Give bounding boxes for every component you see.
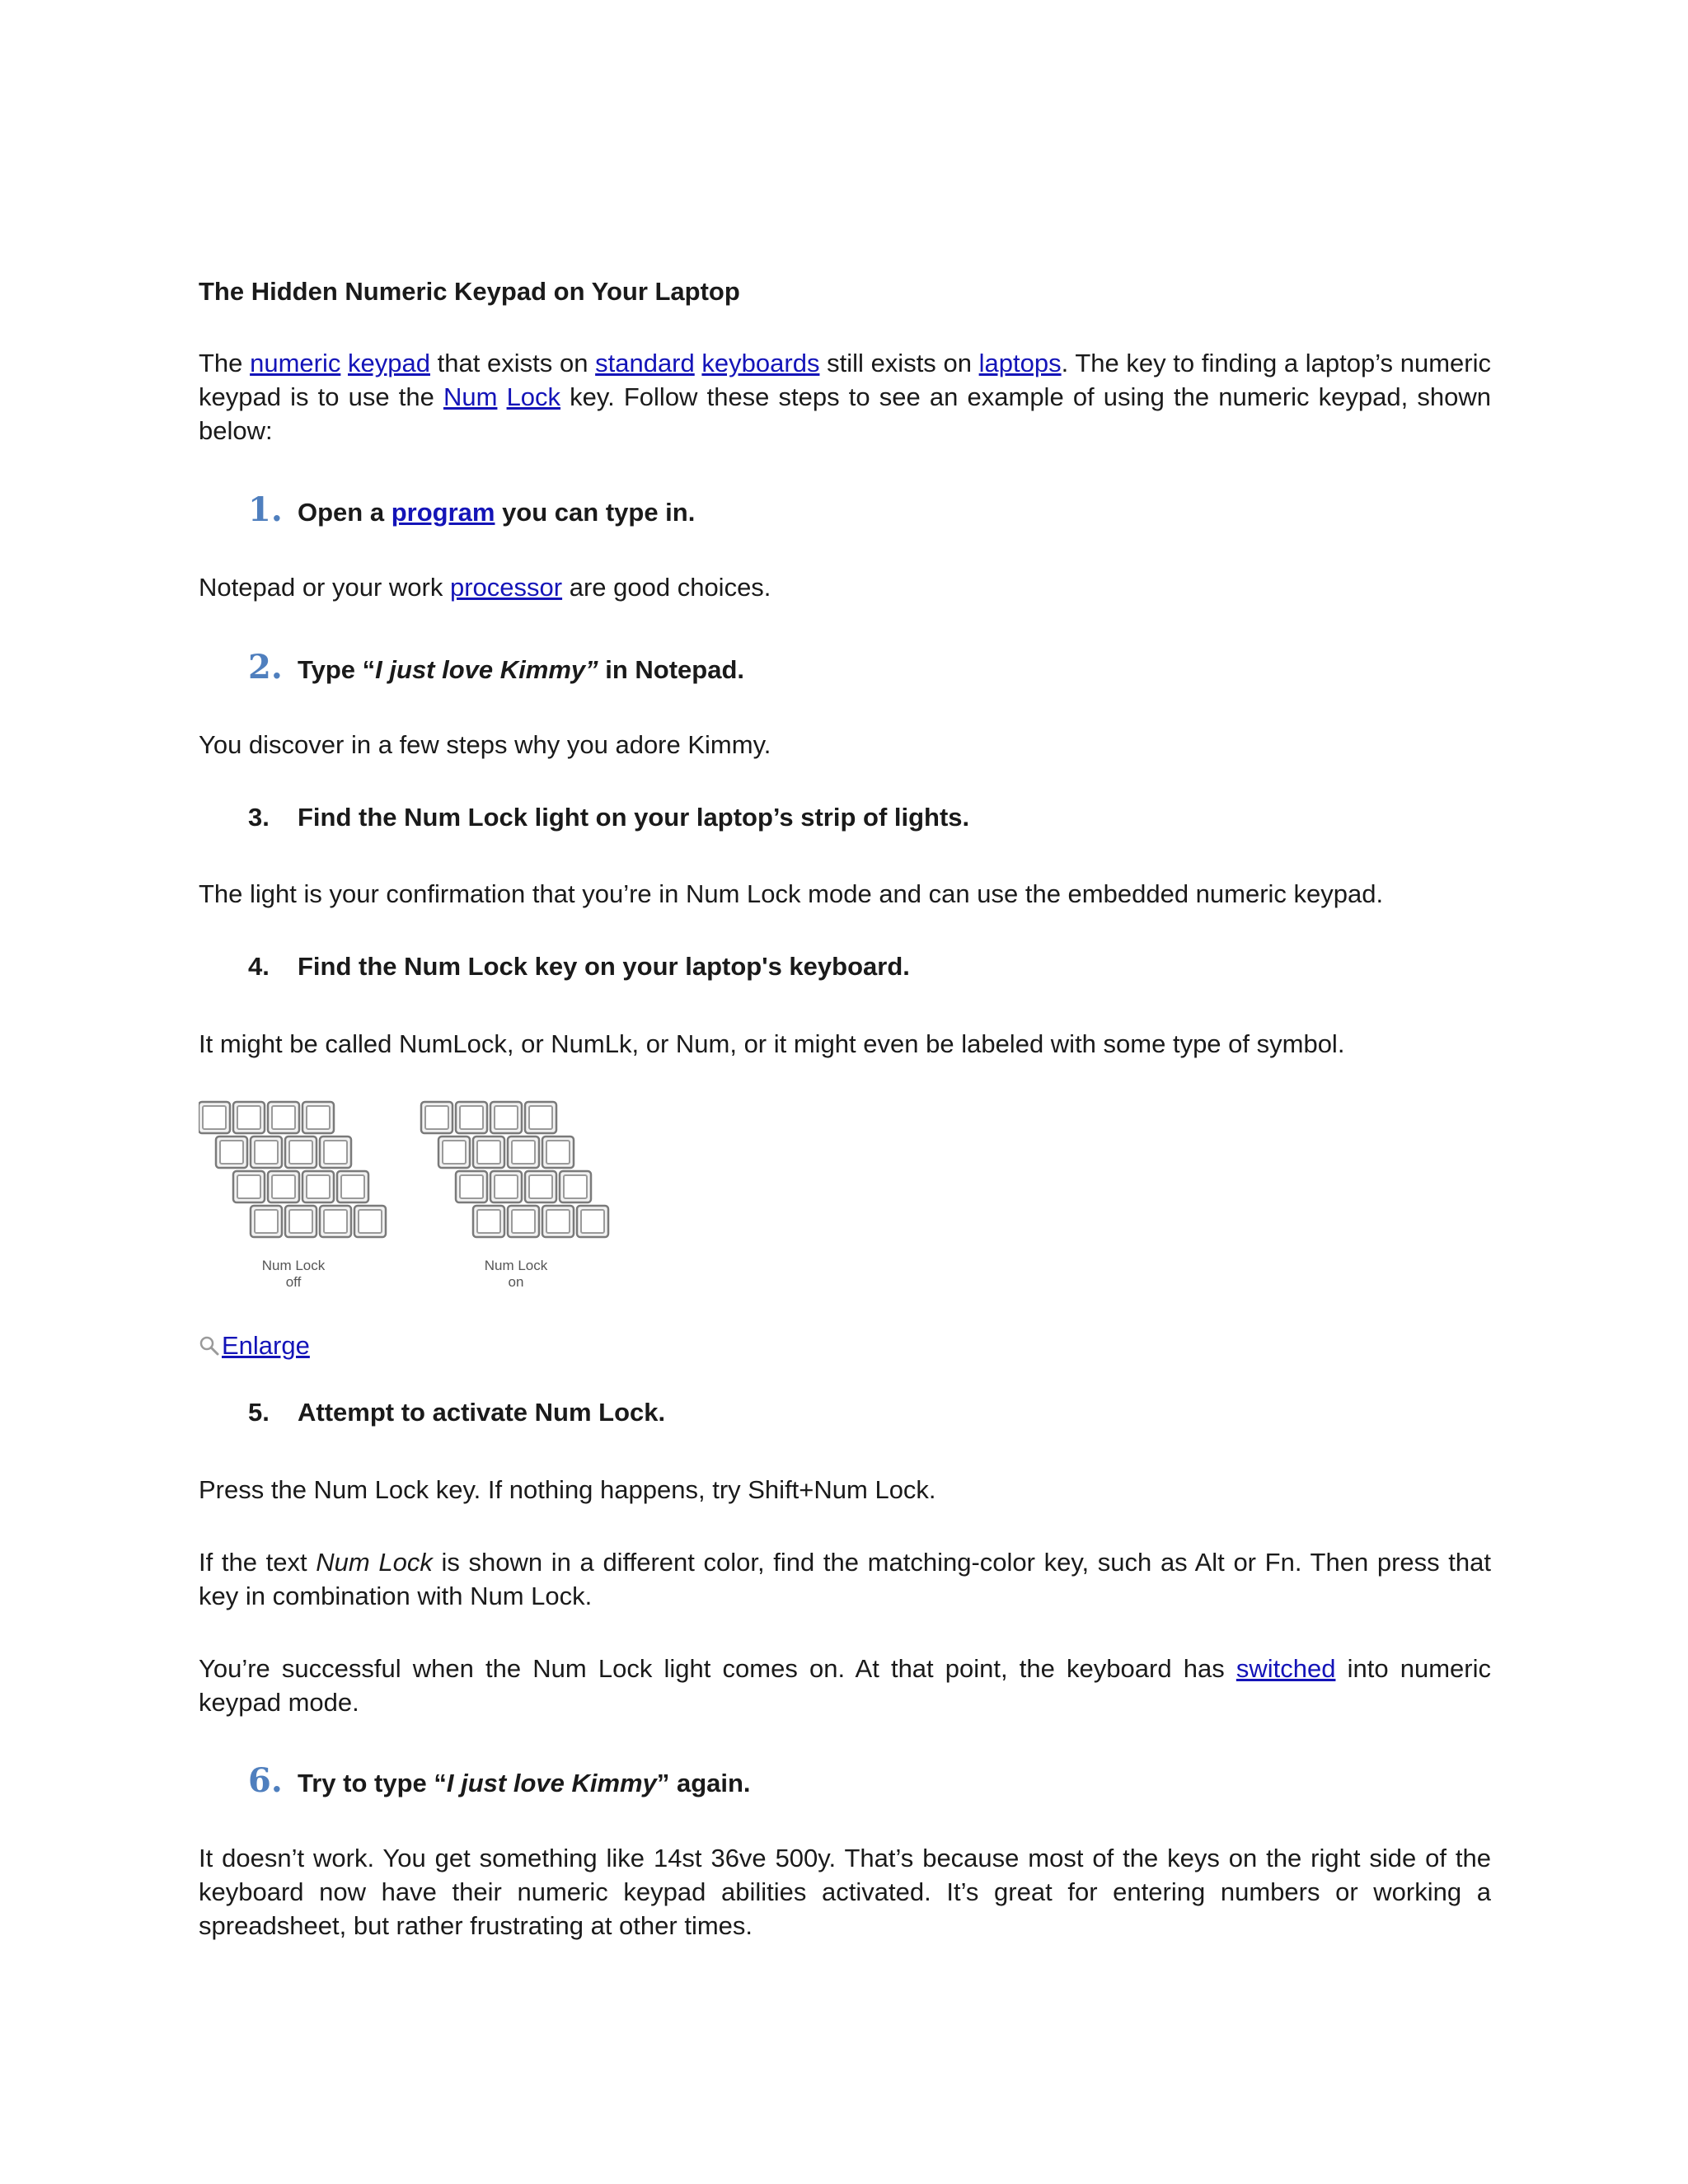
step-3-body: The light is your confirmation that you’re in Num Lock mode and can use the embedded numeric keypad.	[199, 879, 1384, 908]
link-numeric[interactable]: numeric	[250, 349, 341, 377]
step-text: Find the Num Lock key on your laptop's keyboard.	[298, 952, 910, 981]
step-2-body: You discover in a few steps why you adore Kimmy.	[199, 730, 771, 759]
step-4-heading	[248, 949, 1484, 983]
body-text: are good choices.	[562, 573, 771, 602]
intro-text-3: still exists on	[819, 349, 979, 377]
enlarge-link[interactable]: Enlarge	[222, 1331, 310, 1360]
step-number: 3.	[248, 803, 270, 832]
step-text: you can type in.	[495, 498, 696, 527]
step-6-body: It doesn’t work. You get something like 14st 36ve 500y. That’s because most of the keys on the right side of the keyboard now have their numeric keypad abilities activated. It’s great for entering numbers or working a spreadsheet, but rather frustrating at other times.	[199, 1844, 1491, 1940]
step-number: 6.	[248, 1761, 283, 1800]
step-2-heading	[248, 650, 1484, 687]
step-5-body-1: Press the Num Lock key. If nothing happens, try Shift+Num Lock.	[199, 1475, 936, 1504]
body-text: into numeric keypad mode.	[199, 1654, 1491, 1717]
step-number: 5.	[248, 1398, 270, 1427]
link-processor[interactable]: processor	[449, 573, 563, 602]
keypad-figure	[199, 1100, 627, 1298]
caption-on-line-1: Num Lock	[484, 1258, 548, 1273]
link-switched[interactable]: switched	[1236, 1654, 1336, 1683]
step-5-body-3	[199, 1652, 1491, 1719]
link-laptops[interactable]: laptops	[978, 349, 1062, 377]
step-number: 2.	[248, 648, 283, 687]
step-text: Try to type “	[298, 1769, 447, 1797]
body-emphasis: Num Lock	[316, 1548, 433, 1577]
step-number: 1.	[248, 490, 283, 529]
step-text: Find the Num Lock light on your laptop’s strip of lights.	[298, 803, 970, 832]
step-text: Attempt to activate Num Lock.	[298, 1398, 666, 1427]
step-1-body	[199, 570, 1491, 604]
step-text: ” again.	[656, 1769, 751, 1797]
link-lock[interactable]: Lock	[506, 382, 561, 411]
keypad-numlock-off	[199, 1102, 386, 1290]
body-text: If the text	[199, 1548, 316, 1577]
step-number: 4.	[248, 952, 270, 981]
link-num[interactable]: Num	[443, 382, 498, 411]
caption-off-line-1: Num Lock	[261, 1258, 326, 1273]
step-1-heading	[248, 490, 1484, 529]
link-keyboards[interactable]: keyboards	[701, 349, 820, 377]
keypad-numlock-on	[421, 1102, 608, 1290]
caption-on-line-2: on	[508, 1274, 524, 1290]
step-3-heading	[248, 800, 1484, 834]
step-5-heading	[248, 1395, 1484, 1429]
keypad-illustration	[199, 1100, 627, 1298]
link-standard[interactable]: standard	[595, 349, 695, 377]
intro-text-1: The	[199, 349, 251, 377]
step-5-body-2	[199, 1545, 1491, 1613]
link-program[interactable]: program	[391, 498, 495, 527]
intro-text-5: key. Follow these steps to see an example of using the numeric keypad, shown below:	[199, 382, 1491, 445]
step-6-heading	[248, 1761, 1484, 1800]
body-text: You’re successful when the Num Lock light comes on. At that point, the keyboard has	[199, 1654, 1236, 1683]
intro-text-4: . The key to finding a laptop’s numeric keypad is to use the	[199, 349, 1491, 411]
link-keypad[interactable]: keypad	[348, 349, 430, 377]
step-text: Type “	[298, 655, 376, 684]
step-emphasis: I just love Kimmy	[446, 1769, 657, 1797]
step-text: Open a	[298, 498, 392, 527]
magnifier-icon	[199, 1335, 220, 1357]
document-title: The Hidden Numeric Keypad on Your Laptop	[199, 277, 740, 306]
body-text: Notepad or your work	[199, 573, 450, 602]
enlarge-control[interactable]	[199, 1329, 310, 1362]
intro-paragraph	[199, 346, 1491, 448]
step-emphasis: I just love Kimmy”	[375, 655, 598, 684]
step-text: in Notepad.	[598, 655, 745, 684]
intro-text-2: that exists on	[430, 349, 596, 377]
caption-off-line-2: off	[285, 1274, 302, 1290]
step-4-body: It might be called NumLock, or NumLk, or Num, or it might even be labeled with some type of symbol.	[199, 1029, 1345, 1058]
body-text: is shown in a different color, find the matching-color key, such as Alt or Fn. Then press that key in combination with Num Lock.	[199, 1548, 1492, 1610]
